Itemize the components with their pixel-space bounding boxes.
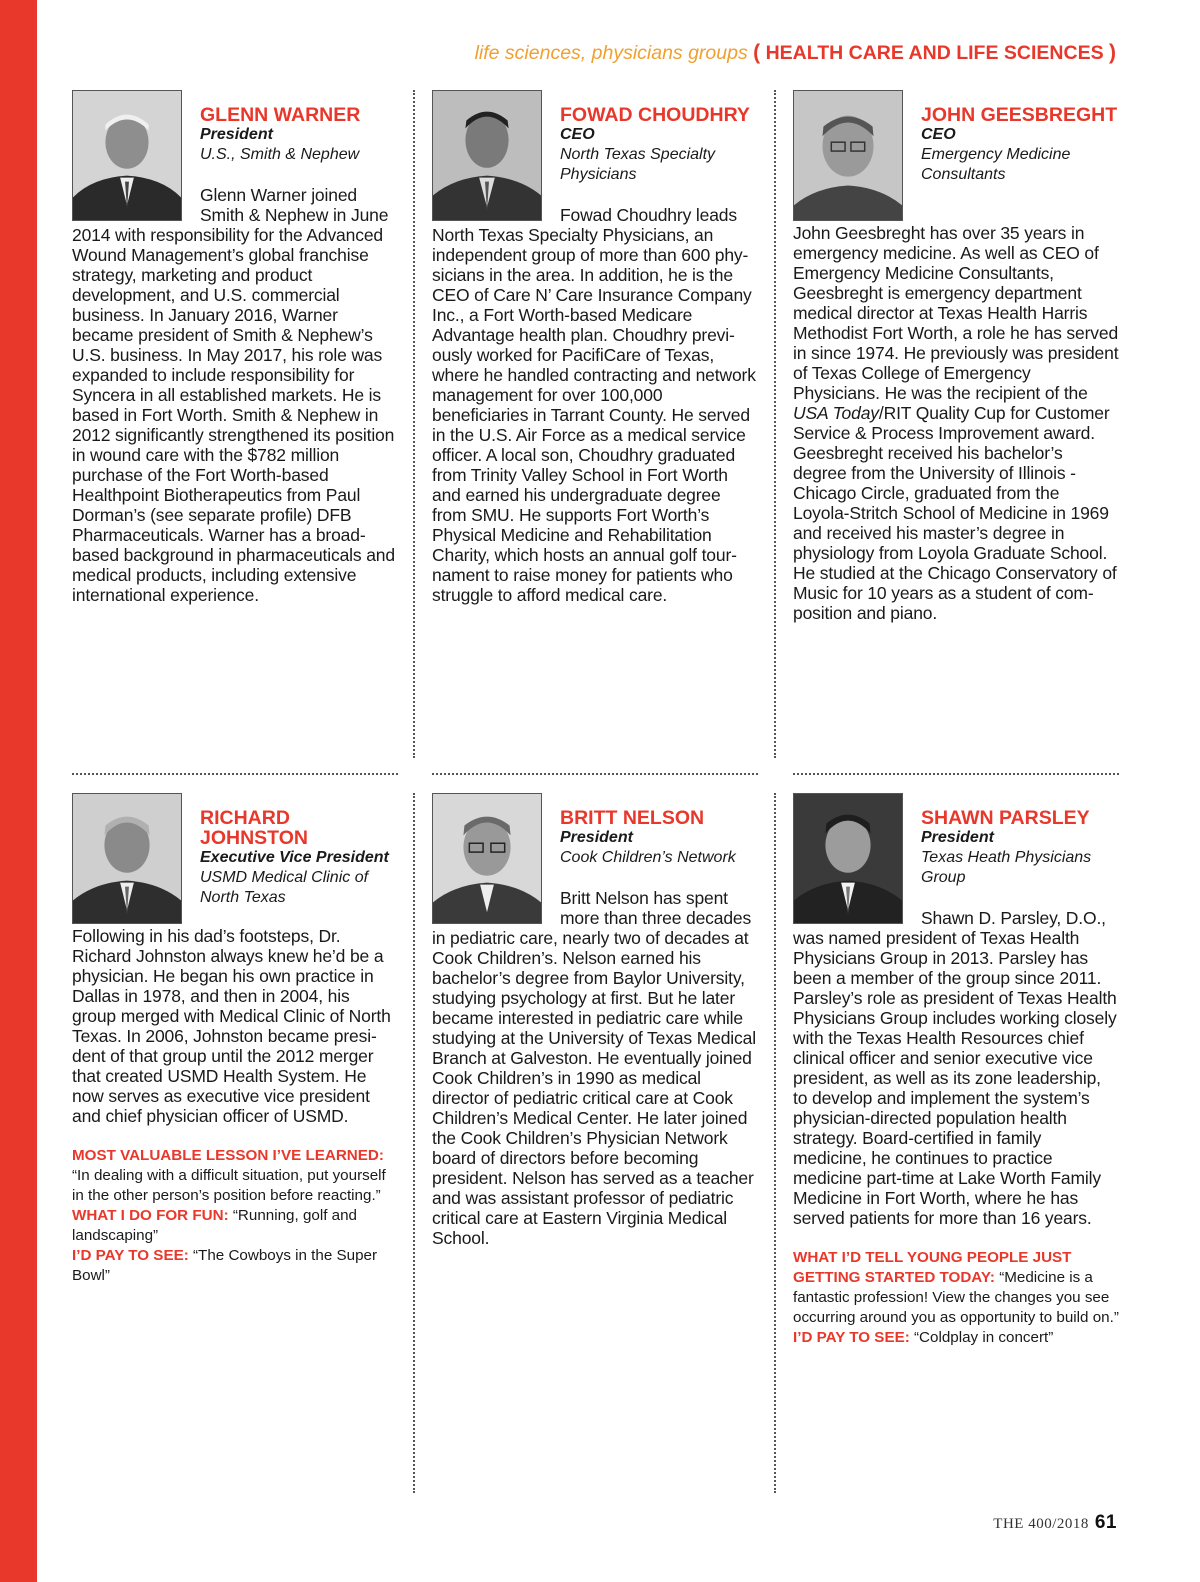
person-title: Executive Vice President	[200, 849, 389, 866]
person-bio: Britt Nelson has spent more than three decades in pediatric care, nearly two of decades at Cook Children’s. Nelson earned his bachelor’s degree from Baylor University, studying psychology at first. But he later became interested in pediatric care while studying at the University of Texas Medical Branch at Galveston. He eventually joined Cook Children’s in 1990 as medical director of pediatric critical care at Cook Children’s Medical Center. He later joined the Cook Children’s Physician Network board of directors before becoming president. Nelson has served as a teacher and was assistant professor of pediatric critical care at Eastern Virginia Medical School.	[432, 888, 756, 1248]
profile-john-geesbreght	[793, 90, 1119, 623]
person-bio: Following in his dad’s footsteps, Dr. Richard Johnston always knew he’d be a physician. He began his own practice in Dallas in 1978, and then in 2004, his group merged with Medical Clinic of North Texas. In 2006, Johnston became president of that group until the 2012 merger that created USMD Health System. He now serves as executive vice president and chief physician officer of USMD.	[72, 926, 391, 1126]
column-divider	[774, 90, 776, 758]
qa-item	[72, 1246, 398, 1286]
qa-question: WHAT I DO FOR FUN:	[72, 1207, 229, 1224]
person-organization: USMD Medical Clinic of North Texas	[200, 869, 369, 906]
portrait-photo	[72, 90, 182, 221]
portrait-photo	[432, 90, 542, 221]
person-organization: Cook Children’s Network	[560, 849, 736, 866]
portrait-photo	[793, 793, 903, 924]
person-bio: Glenn Warner joined Smith & Nephew in June 2014 with responsibility for the Advanced Wound Management’s global franchise strategy, marketing and product development, and U.S. commercial business. In January 2016, Warner became president of Smith & Nephew’s U.S. business. In May 2017, his role was expanded to include responsibility for Syncera in all established markets. He is based in Fort Worth. Smith & Nephew in 2012 significantly strengthened its position in wound care with the $782 million purchase of the Fort Worth-based Healthpoint Biotherapeutics from Paul Dorman’s (see separate profile) DFB Pharmaceuticals. Warner has a broad-based background in pharmaceuticals and medical products, including extensive international experience.	[72, 185, 395, 605]
portrait-photo	[432, 793, 542, 924]
qa-item	[793, 1248, 1119, 1328]
qa-answer: “Medicine is a fantastic profession! View the changes you see occurring around you as opportunity to build on.”	[793, 1269, 1119, 1326]
person-title: President	[921, 829, 994, 846]
person-name: GLENN WARNER	[200, 104, 361, 126]
person-organization: Texas Heath Physicians Group	[921, 849, 1092, 886]
person-organization: North Texas Specialty Physicians	[560, 146, 716, 183]
person-name: RICHARD JOHNSTON	[200, 807, 308, 849]
person-name: SHAWN PARSLEY	[921, 807, 1090, 829]
portrait-photo	[72, 793, 182, 924]
page-footer	[993, 1512, 1117, 1534]
row-divider	[72, 773, 398, 775]
bio-text: /RIT Quality Cup for Customer Service & Process Improvement award. Geesbreght received his bachelor’s degree from the University of Illinois - Chicago Circle, graduated from the Loyola-Stritch School of Medicine in 1969 and received his master’s degree in physiology from Loyola Graduate School. He studied at the Chicago Conservatory of Music for 10 years as a student of composition and piano.	[793, 403, 1117, 623]
bio-italic-text: USA Today	[793, 403, 879, 423]
portrait-photo	[793, 90, 903, 221]
column-divider	[413, 793, 415, 1493]
header-open-paren: (	[753, 41, 761, 64]
page-header	[475, 41, 1116, 65]
qa-answer: “The Cowboys in the Super Bowl”	[72, 1247, 378, 1284]
page-number: 61	[1094, 1512, 1117, 1533]
qa-answer: “Running, golf and landscaping”	[72, 1207, 357, 1244]
qa-question: WHAT I’D TELL YOUNG PEOPLE JUST GETTING STARTED TODAY:	[793, 1249, 1072, 1286]
person-name: FOWAD CHOUDHRY	[560, 104, 750, 126]
qa-question: I’D PAY TO SEE:	[793, 1329, 910, 1346]
qa-question: MOST VALUABLE LESSON I’VE LEARNED:	[72, 1147, 384, 1164]
category-label: HEALTH CARE AND LIFE SCIENCES	[765, 42, 1104, 64]
publication-name: THE 400/2018	[993, 1516, 1089, 1532]
row-divider	[432, 773, 758, 775]
column-divider	[774, 793, 776, 1493]
profile-fowad-choudhry	[432, 90, 758, 605]
qa-answer: “Coldplay in concert”	[914, 1329, 1054, 1346]
person-name: BRITT NELSON	[560, 807, 705, 829]
person-bio: Shawn D. Parsley, D.O., was named president of Texas Health Physicians Group in 2013. Parsley has been a member of the group since 2011. Parsley’s role as president of Texas Health Physicians Group includes working closely with the Texas Health Resources chief clinical officer and senior executive vice president, as well as its zone leadership, to develop and implement the system’s physician-directed population health strategy. Board-certified in family medicine, he continues to practice medicine part-time at Lake Worth Family Medicine in Fort Worth, where he has served patients for more than 16 years.	[793, 908, 1117, 1228]
section-label: life sciences, physicians groups	[474, 42, 748, 64]
qa-question: I’D PAY TO SEE:	[72, 1247, 189, 1264]
qa-answer: “In dealing with a difficult situation, put yourself in the other person’s position before reacting.”	[72, 1167, 386, 1204]
person-bio	[793, 223, 1119, 623]
profile-richard-johnston	[72, 793, 398, 1286]
person-title: CEO	[921, 126, 956, 143]
row-divider	[793, 773, 1119, 775]
person-title: President	[560, 829, 633, 846]
qa-item	[72, 1146, 398, 1206]
header-close-paren: )	[1109, 41, 1116, 64]
q-and-a	[793, 1248, 1119, 1348]
profile-glenn-warner	[72, 90, 398, 605]
qa-item	[72, 1206, 398, 1246]
person-title: CEO	[560, 126, 595, 143]
left-red-bar	[0, 0, 37, 1582]
person-name: JOHN GEESBREGHT	[921, 104, 1118, 126]
person-bio: Fowad Choudhry leads North Texas Specialty Physicians, an independent group of more than 600 physicians in the area. In addition, he is the CEO of Care N’ Care Insurance Company Inc., a Fort Worth-based Medicare Advantage health plan. Choudhry previously worked for PacifiCare of Texas, where he handled contracting and network management for over 100,000 beneficiaries in Tarrant County. He served in the U.S. Air Force as a medical service officer. A local son, Choudhry graduated from Trinity Valley School in Fort Worth and earned his undergraduate degree from SMU. He supports Fort Worth’s Physical Medicine and Rehabilitation Charity, which hosts an annual golf tournament to raise money for patients who struggle to afford medical care.	[432, 205, 756, 605]
person-organization: U.S., Smith & Nephew	[200, 146, 360, 163]
bio-text: John Geesbreght has over 35 years in emergency medicine. As well as CEO of Emergency Medicine Consultants, Geesbreght is emergency department medical director at Texas Health Harris Methodist Fort Worth, a role he has served in since 1974. He previously was president of Texas College of Emergency Physicians. He was the recipient of the	[793, 223, 1119, 403]
person-organization: Emergency Medicine Consultants	[921, 146, 1071, 183]
profile-shawn-parsley	[793, 793, 1119, 1348]
qa-item	[793, 1328, 1119, 1348]
profile-britt-nelson	[432, 793, 758, 1248]
q-and-a	[72, 1146, 398, 1286]
column-divider	[413, 90, 415, 758]
person-title: President	[200, 126, 273, 143]
